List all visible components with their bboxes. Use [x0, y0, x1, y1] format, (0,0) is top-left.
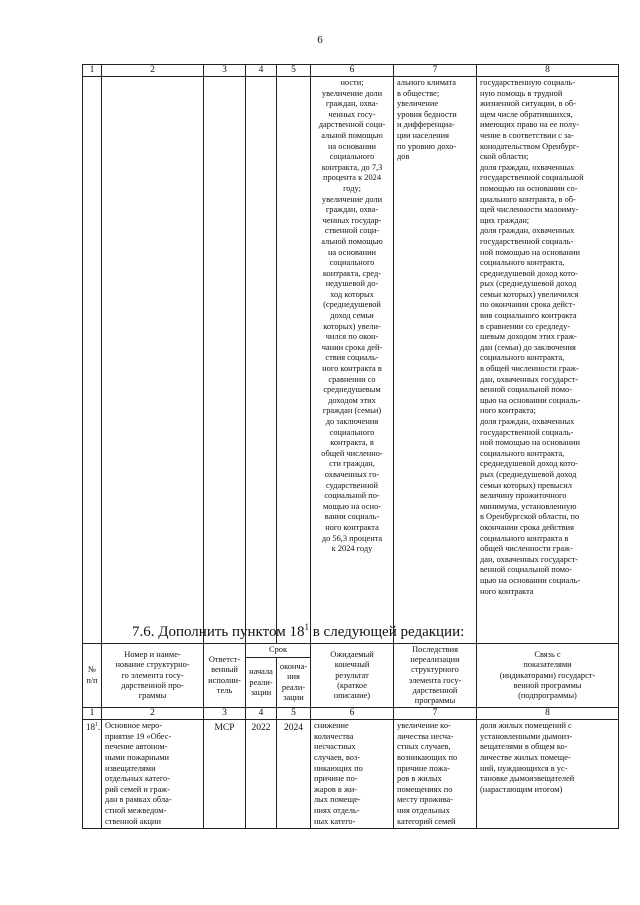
column-number: 8	[477, 708, 619, 720]
responsible-cell	[204, 720, 246, 829]
column-number: 5	[277, 65, 311, 77]
column-number: 7	[394, 65, 477, 77]
expected-result-cell	[311, 720, 394, 829]
indicators-text: доля жилых помещений с установленными дымоиз- вещателями в общем ко- личестве жилых помеще- ний, нуждающихся в ус- тановке дымоизвещателей (нарастающим итогом)	[480, 721, 575, 794]
column-number-row	[83, 65, 619, 77]
column-number: 5	[277, 708, 311, 720]
row-number-superscript: 1	[95, 722, 98, 729]
column-number: 1	[83, 708, 102, 720]
heading-text: 7.6. Дополнить пунктом 18	[132, 624, 305, 640]
header-row	[83, 644, 619, 658]
start-year: 2022	[251, 723, 271, 734]
table-cell	[204, 77, 246, 644]
column-number: 2	[102, 708, 204, 720]
header-consequences: Последствия нереализации структурного элемента госу- дарственной программы	[394, 644, 477, 708]
consequences-text: ального климата в обществе; увеличение уровня бедности и дифференциа- ции населения по уровню дохо- дов	[397, 78, 457, 162]
header-responsible: Ответст- венный исполни- тель	[204, 644, 246, 708]
table-cell	[102, 77, 204, 644]
column-number: 6	[311, 65, 394, 77]
column-number: 3	[204, 708, 246, 720]
table-cell	[277, 77, 311, 644]
row-number	[83, 720, 101, 734]
indicators-cell	[477, 77, 619, 644]
header-start: начала реали- зации	[246, 658, 277, 708]
column-number: 6	[311, 708, 394, 720]
header-element: Номер и наиме- нование структурно- го элемента госу- дарственной про- граммы	[102, 644, 204, 708]
column-number: 7	[394, 708, 477, 720]
table-row	[83, 77, 619, 644]
element-text: Основное меро- приятие 19 «Обес- печение автоном- ными пожарными извещателями отдельных катего- рий семей и граж- дан в рамках обла- стной межведом- ственной акции	[105, 721, 172, 826]
row-number-cell	[83, 720, 102, 829]
heading-superscript: 1	[304, 622, 309, 632]
expected-result-text: ности; увеличение доли граждан, охва- ченных госу- дарственной соци- альной помощью на основании социального контракта, до 7,3 процента к 2024 году; увеличение доли граждан, охва- ченных государ- ственной соци- альной помощью на основании социального контракта, сред- недушевой до- ход которых (среднедушевой доход семьи которых) увели- чился по окон- чании срока дей- ствия социаль- ного контракта в сравнении со среднедушевым доходом этих граждан (семьи) до заключения социального контракта, в общей численно- сти граждан, охваченных го- сударственной социальной по- мощью на осно- вании социаль- ного контракта до 56,3 процента к 2024 году	[318, 78, 386, 554]
table-cell	[83, 77, 102, 644]
end-year: 2024	[284, 723, 303, 734]
column-number: 1	[83, 65, 102, 77]
section-heading	[132, 622, 464, 641]
continued-table	[82, 64, 619, 644]
consequences-cell	[394, 77, 477, 644]
expected-result-text: снижение количества несчастных случаев, воз- никающих по причине по- жаров в жи- лых помеще- ниях отдель- ных катего-	[314, 721, 363, 826]
indicators-text: государственную социаль- ную помощь в трудной жизненной ситуации, в об- щем числе обратившихся, имеющих право на ее полу- чение в соответствии с за- конодательством Оренбург- ской области; доля граждан, охваченных государственной социальной помощью на основании со- циального контракта, в об- щей численности малоиму- щих граждан; доля граждан, охваченных государственной социаль- ной помощью на основании социального контракта, среднедушевой доход кото- рых (среднедушевой доход семьи которых) увеличился по окончании срока дейст- вия социального контракта в сравнении со средледу- шевым доходом этих граж- дан (семьи) до заключения социального контракта, в общей численности граж- дан, охваченных государст- венной социальной помо- щью на основании социаль- ного контракта; доля граждан, охваченных государственной социаль- ной помощью на основании социального контракта, среднедушевой доход кото- рых (среднедушевой доход семьи которых) превысил величину прожиточного минимума, установленную в Оренбургской области, по окончании срока действия социального контракта в общей численности граж- дан, охваченных государст- венной социальной помо- щью на основании социаль- ного контракта	[480, 78, 584, 596]
end-year-cell	[277, 720, 311, 829]
consequences-cell	[394, 720, 477, 829]
column-number: 4	[246, 65, 277, 77]
expected-result-cell	[311, 77, 394, 644]
column-number: 8	[477, 65, 619, 77]
start-year-cell	[246, 720, 277, 829]
header-end: оконча- ния реали- зации	[277, 658, 311, 708]
column-number: 2	[102, 65, 204, 77]
new-item-table	[82, 643, 619, 829]
element-cell	[102, 720, 204, 829]
header-number: № п/п	[83, 644, 102, 708]
responsible-text: МСР	[214, 723, 235, 734]
column-number: 3	[204, 65, 246, 77]
header-indicators: Связь с показателями (индикаторами) государст- венной программы (подпрограммы)	[477, 644, 619, 708]
page-number: 6	[317, 34, 323, 46]
header-expected-result: Ожидаемый конечный результат (краткое описание)	[311, 644, 394, 708]
column-number: 4	[246, 708, 277, 720]
row-number-tail: .	[98, 722, 101, 733]
consequences-text: увеличение ко- личества несча- стных случаев, возникающих по причине пожа- ров в жилых помещениях по месту прожива- ния отдельных категорий семей	[397, 721, 458, 826]
indicators-cell	[477, 720, 619, 829]
heading-tail: в следующей редакции:	[308, 624, 465, 640]
table-row	[83, 720, 619, 829]
column-number-row	[83, 708, 619, 720]
row-number-main: 18	[86, 722, 95, 733]
header-term: Срок	[246, 644, 311, 658]
table-cell	[246, 77, 277, 644]
